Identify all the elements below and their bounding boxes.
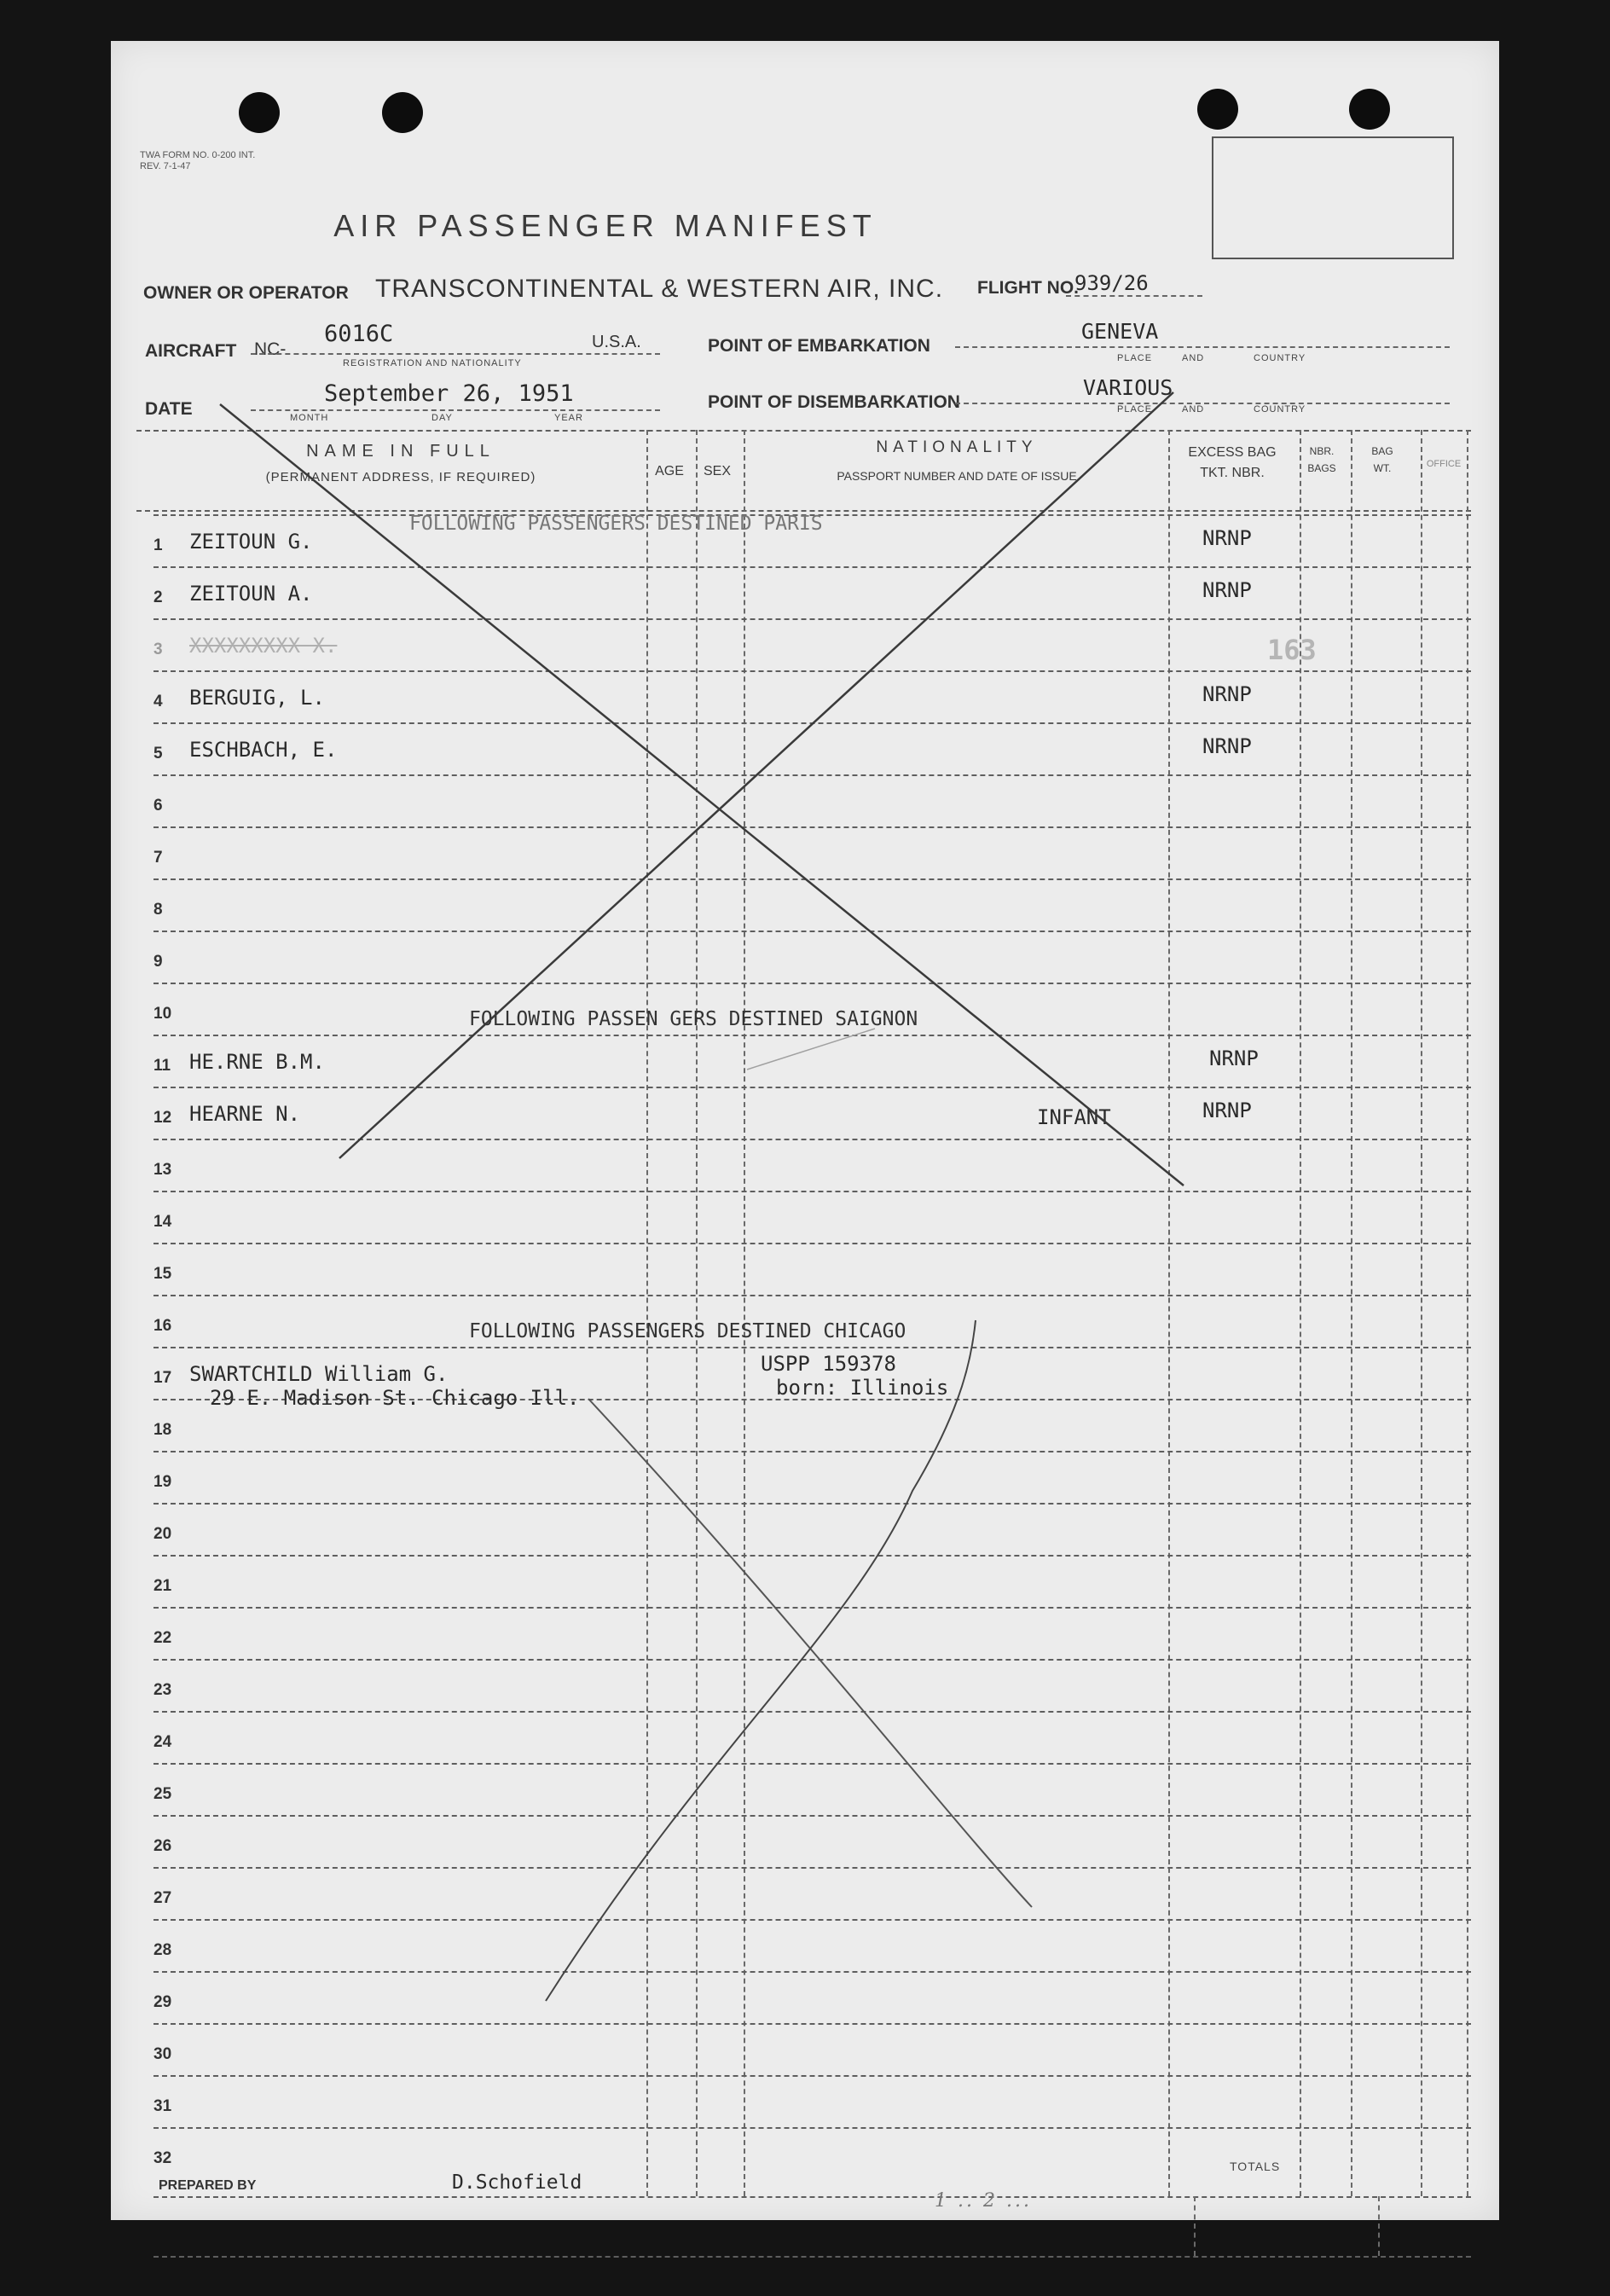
row-number: 10 — [153, 1005, 172, 1023]
row-number: 12 — [153, 1109, 172, 1127]
passenger-name: ZEITOUN G. — [189, 530, 313, 554]
row-number: 7 — [153, 849, 163, 867]
col-nbr-header: NBR. BAGS — [1307, 445, 1336, 474]
col-other-header: OFFICE — [1426, 459, 1462, 469]
aircraft-country: U.S.A. — [592, 333, 641, 351]
disembark-label: POINT OF DISEMBARKATION — [708, 392, 960, 412]
excess-bag-ticket: NRNP — [1202, 734, 1252, 758]
excess-bag-ticket: NRNP — [1202, 682, 1252, 706]
row-number: 16 — [153, 1317, 172, 1335]
col-nationality-header: NATIONALITY PASSPORT NUMBER AND DATE OF ISSUE — [837, 438, 1077, 483]
footer-rule — [153, 2256, 1471, 2258]
row-number: 27 — [153, 1889, 172, 1907]
embark-label: POINT OF EMBARKATION — [708, 336, 930, 356]
row-number: 3 — [153, 641, 163, 658]
row-number: 19 — [153, 1473, 172, 1491]
row-number: 23 — [153, 1681, 172, 1699]
date-label: DATE — [145, 399, 193, 419]
row-number: 22 — [153, 1629, 172, 1647]
col-excess-header: EXCESS BAG TKT. NBR. — [1188, 445, 1277, 480]
row-number: 9 — [153, 953, 163, 971]
excess-bag-ticket: NRNP — [1209, 1047, 1259, 1070]
row-number: 11 — [153, 1057, 171, 1075]
row-number: 15 — [153, 1265, 172, 1283]
place-caption: PLACE — [1117, 353, 1153, 363]
disembark-value: VARIOUS — [1083, 375, 1173, 400]
excess-bag-ticket: NRNP — [1202, 578, 1252, 602]
form-number: TWA FORM NO. 0-200 INT. REV. 7-1-47 — [140, 150, 256, 171]
row-number: 18 — [153, 1421, 172, 1439]
passenger-name: HE.RNE B.M. — [189, 1050, 325, 1074]
embark-value: GENEVA — [1081, 319, 1159, 344]
passenger-address: 29 E. Madison St. Chicago Ill. — [210, 1386, 580, 1410]
section-header: FOLLOWING PASSENGERS DESTINED PARIS — [409, 513, 823, 535]
aircraft-prefix: NC- — [254, 339, 287, 359]
row-number: 2 — [153, 588, 163, 606]
flight-label: FLIGHT NO. — [977, 278, 1079, 298]
row-number: 5 — [153, 745, 163, 762]
row-number: 14 — [153, 1213, 172, 1231]
row-number: 8 — [153, 901, 163, 919]
date-value: September 26, 1951 — [324, 380, 574, 407]
aircraft-value: 6016C — [324, 321, 394, 347]
row-number: 32 — [153, 2149, 172, 2167]
row-number: 24 — [153, 1733, 172, 1751]
country-caption: COUNTRY — [1254, 353, 1306, 363]
row-number: 30 — [153, 2045, 172, 2063]
row-number: 1 — [153, 536, 163, 554]
passenger-name: ZEITOUN A. — [189, 582, 313, 606]
cancel-stroke — [588, 1399, 1032, 1907]
aircraft-label: AIRCRAFT — [145, 341, 237, 361]
row-number: 26 — [153, 1837, 172, 1855]
scribble-note: 1 .. 2 ... — [935, 2190, 1032, 2212]
row-number: 25 — [153, 1785, 172, 1803]
row-number: 28 — [153, 1941, 172, 1959]
cancel-stroke — [220, 404, 1184, 1186]
col-sex-header: SEX — [703, 464, 731, 478]
passenger-nationality: USPP 159378 — [761, 1352, 896, 1376]
prepared-label: PREPARED BY — [159, 2178, 257, 2193]
day-caption: DAY — [431, 413, 453, 423]
totals-label: TOTALS — [1230, 2160, 1281, 2173]
page-stamp-number: 163 — [1267, 634, 1317, 666]
cancel-marks — [111, 41, 1499, 2220]
excess-bag-ticket: NRNP — [1202, 1099, 1252, 1122]
passenger-name: SWARTCHILD William G. — [189, 1362, 449, 1386]
row-number: 21 — [153, 1577, 172, 1595]
manifest-page — [111, 41, 1499, 2220]
row-number: 13 — [153, 1161, 172, 1179]
passenger-nationality-note: born: Illinois — [776, 1376, 949, 1400]
cancel-stroke — [339, 392, 1173, 1158]
passenger-name: BERGUIG, L. — [189, 686, 325, 710]
cancel-stroke — [747, 1029, 875, 1070]
and-caption-2: AND — [1182, 404, 1205, 415]
flight-value: 939/26 — [1074, 271, 1149, 295]
country-caption-2: COUNTRY — [1254, 404, 1306, 415]
owner-label: OWNER OR OPERATOR — [143, 283, 349, 303]
passenger-nationality: INFANT — [1037, 1105, 1111, 1129]
passenger-name: HEARNE N. — [189, 1102, 301, 1126]
section-header: FOLLOWING PASSENGERS DESTINED CHICAGO — [469, 1320, 906, 1342]
row-number: 20 — [153, 1525, 172, 1543]
place-caption-2: PLACE — [1117, 404, 1153, 415]
year-caption: YEAR — [554, 413, 583, 423]
col-bagwt-header: BAG WT. — [1371, 445, 1393, 474]
row-number: 6 — [153, 797, 163, 815]
owner-value: TRANSCONTINENTAL & WESTERN AIR, INC. — [375, 275, 944, 303]
row-number: 31 — [153, 2097, 172, 2115]
col-name-header: NAME IN FULL (PERMANENT ADDRESS, IF REQUIRED) — [265, 442, 536, 484]
month-caption: MONTH — [290, 413, 329, 423]
col-age-header: AGE — [655, 464, 684, 478]
row-number: 17 — [153, 1369, 172, 1387]
row-number: 29 — [153, 1993, 172, 2011]
registration-caption: REGISTRATION AND NATIONALITY — [343, 358, 522, 368]
excess-bag-ticket: NRNP — [1202, 526, 1252, 550]
prepared-value: D.Schofield — [452, 2171, 582, 2194]
row-number: 4 — [153, 693, 163, 710]
page-title: AIR PASSENGER MANIFEST — [333, 208, 877, 243]
section-header: FOLLOWING PASSEN GERS DESTINED SAIGNON — [469, 1008, 918, 1030]
passenger-name: ESCHBACH, E. — [189, 738, 338, 762]
and-caption: AND — [1182, 353, 1205, 363]
passenger-name: XXXXXXXXX X. — [189, 634, 338, 658]
